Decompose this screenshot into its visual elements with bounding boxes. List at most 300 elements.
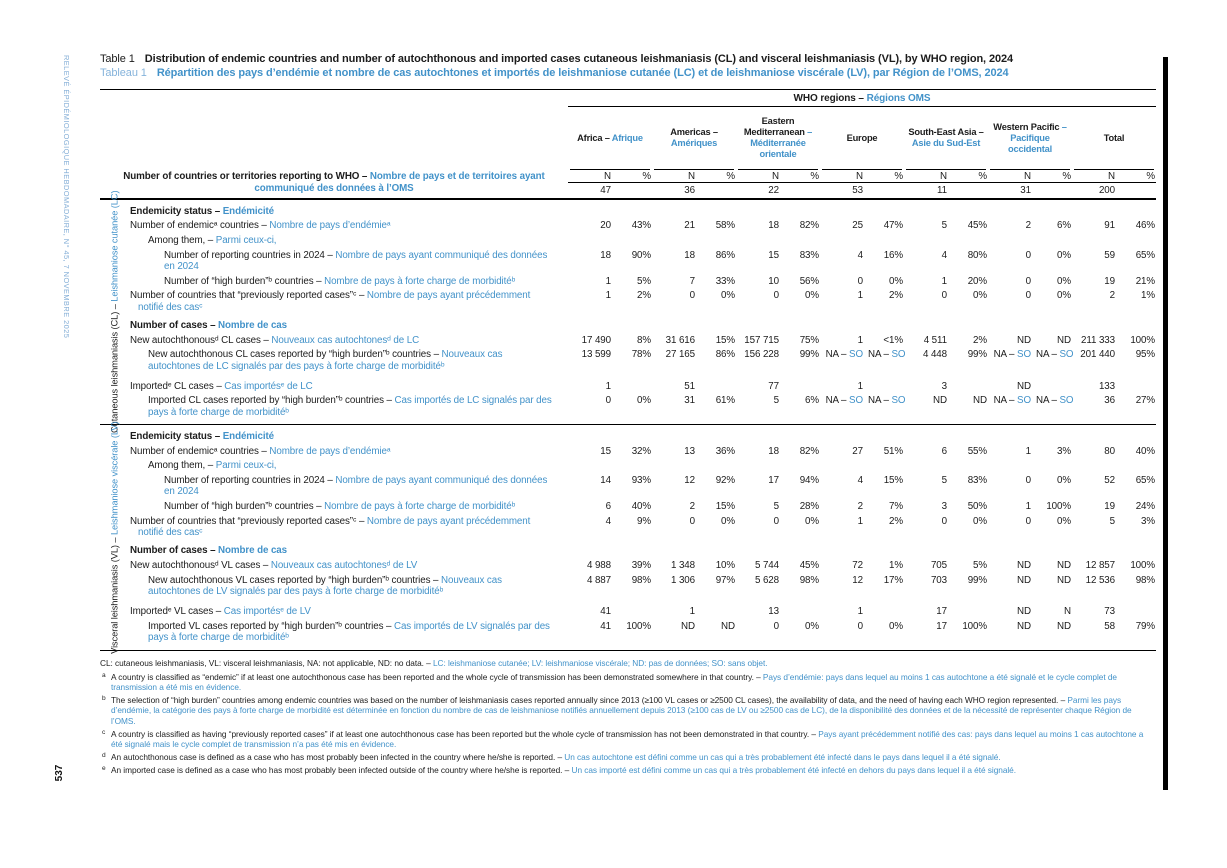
table-cell: 1: [857, 515, 863, 527]
row-label-en: Importedᵉ CL cases –: [130, 380, 225, 392]
table-row: [100, 379, 1156, 394]
table-cell: 1%: [1141, 290, 1155, 302]
table-cell: 52: [1104, 474, 1115, 486]
table-cell: 6%: [1057, 220, 1071, 232]
table-cell: 24%: [1135, 501, 1155, 513]
table-cell: 86%: [715, 349, 735, 361]
row-label-en: Number of cases –: [130, 320, 219, 332]
row-label-fr: Parmi ceux-ci,: [215, 460, 277, 472]
table-row: [100, 444, 1156, 459]
column-header-fr: – Pacifique occidental: [1008, 121, 1067, 154]
table-cell: 7%: [889, 501, 903, 513]
table-cell: 2: [1025, 220, 1031, 232]
table-cell: 94%: [799, 474, 819, 486]
table-cell: [820, 395, 868, 407]
subheader-percent: %: [952, 170, 988, 183]
table-cell: 82%: [799, 445, 819, 457]
table-cell: 39%: [631, 560, 651, 572]
row-label-en: Imported CL cases reported by “high burden”ᵇ countries –: [148, 395, 395, 407]
table-cell: 25: [852, 220, 863, 232]
table-cell: 4 887: [586, 574, 611, 586]
table-cell: 0: [941, 515, 947, 527]
table-cell: 13 599: [581, 349, 611, 361]
footnote-text-en: A country is classified as having “previously reported cases” if at least one autochthonous case has been reported but the whole cycle of transmission has not been demonstrated in that country. –: [111, 728, 819, 739]
table-cell: 8%: [637, 334, 651, 346]
row-label: [100, 545, 568, 557]
column-header-total: [1074, 107, 1154, 170]
row-label-en: New autochthonousᵈ CL cases –: [130, 334, 272, 346]
row-label-fr: Nombre de pays ayant communiqué des données en 2024: [164, 474, 548, 498]
table-row: [100, 459, 1156, 474]
table-cell: 51: [684, 380, 695, 392]
table-cell: 0%: [973, 290, 987, 302]
table-cell: 83%: [967, 474, 987, 486]
table-cell: 1: [857, 334, 863, 346]
row-label: [100, 575, 568, 598]
table-title-fr: [100, 66, 1156, 80]
table-cell: 31: [684, 395, 695, 407]
cell-value: NA –: [1036, 395, 1060, 407]
subheader-percent: %: [1036, 170, 1072, 183]
table-cell: 0: [773, 620, 779, 632]
table-cell: 0: [941, 290, 947, 302]
right-edge-bar: [1163, 57, 1168, 790]
table-cell: 18: [768, 445, 779, 457]
row-label-fr: Nombre de pays ayant précédemment notifié des casᶜ: [138, 515, 531, 539]
row-label-fr: Nombre de pays d’endémieᵃ: [269, 220, 391, 232]
section-visceral-leishmaniasis: [100, 421, 1156, 654]
cell-value: NA –: [825, 349, 850, 361]
column-header-en: Eastern Mediterranean: [743, 116, 808, 137]
footnote-marker: b: [102, 694, 106, 702]
table-cell: 1 348: [670, 560, 695, 572]
row-label-en: Among them, –: [148, 460, 216, 472]
vl-rows: [100, 426, 1156, 645]
table-cell: 17: [936, 605, 947, 617]
table-cell: ND: [1017, 560, 1031, 572]
table-row: [100, 604, 1156, 619]
table-row: [100, 289, 1156, 315]
column-header-text: [654, 127, 734, 149]
column-header-text: [906, 127, 986, 149]
subheader-n: N: [1072, 170, 1120, 183]
table-cell: 5%: [973, 560, 987, 572]
footnote-marker: e: [102, 764, 106, 772]
table-cell: ND: [681, 620, 695, 632]
row-label-fr: Nombre de pays d’endémieᵃ: [269, 445, 391, 457]
table-cell: 15: [768, 249, 779, 261]
table-cell: 0%: [889, 275, 903, 287]
table-cell: 4 448: [922, 349, 947, 361]
column-header-europe: [822, 107, 902, 170]
table-cell: 47%: [883, 220, 903, 232]
row-label: [100, 235, 568, 247]
table-cell: 65%: [1135, 249, 1155, 261]
row-label-fr: Nombre de pays à forte charge de morbiditéᵇ: [324, 501, 516, 513]
table-row: [100, 426, 1156, 444]
table-cell: 0: [689, 515, 695, 527]
table-cell: 99%: [967, 349, 987, 361]
table-cell: 7: [689, 275, 695, 287]
table-cell: 100%: [1046, 501, 1071, 513]
table-cell: 1: [605, 380, 611, 392]
table-cell: 2%: [889, 290, 903, 302]
row-label-en: Importedᵉ VL cases –: [130, 605, 224, 617]
table-row: [100, 500, 1156, 515]
column-header-en: Americas –: [670, 127, 718, 137]
table-cell: 2: [689, 501, 695, 513]
table-cell: 58%: [715, 220, 735, 232]
table-cell: 36: [1104, 395, 1115, 407]
row-label-en: Among them, –: [148, 234, 216, 246]
table-cell: 5: [773, 501, 779, 513]
table-cell: 77: [768, 380, 779, 392]
table-cell: 13: [768, 605, 779, 617]
table-number-label-fr: Tableau 1: [100, 67, 147, 79]
table-cell: 100%: [1130, 334, 1155, 346]
row-label: [100, 475, 568, 498]
cell-value: NA –: [868, 349, 892, 361]
table-cell: 17: [936, 620, 947, 632]
table-cell: 17: [768, 474, 779, 486]
table-cell: 0%: [1057, 275, 1071, 287]
table-cell: 12 536: [1085, 574, 1115, 586]
table-cell: 1: [941, 275, 947, 287]
table-cell: N: [1064, 605, 1071, 617]
subheader-n: N: [568, 170, 616, 183]
footnote-text: [111, 752, 1156, 762]
row-label-en: Number of reporting countries in 2024 –: [164, 474, 336, 486]
table-cell: 6: [605, 501, 611, 513]
table-cell: 18: [600, 249, 611, 261]
cell-value-fr: SO: [1017, 349, 1031, 361]
reporting-value-empty: [1036, 183, 1072, 198]
table-cell: 41: [600, 620, 611, 632]
table-cell: 40%: [1135, 445, 1155, 457]
cell-value-fr: SO: [1059, 349, 1074, 361]
table-cell: 51%: [883, 445, 903, 457]
table-cell: 41: [600, 605, 611, 617]
table-cell: [1036, 349, 1072, 361]
table-cell: 4: [605, 515, 611, 527]
footnote-text-fr: Parmi les pays d’endémie, la catégorie des pays à forte charge de morbidité est déterminée en fonction du nombre de cas de leishmaniose notifiés annuellement depuis 2013 (≥100 cas de LV ou ≥2500 cas de LC), de la disponibilité des données et de la nécessité de représenter chaque Région de l’OMS.: [111, 694, 1132, 726]
column-header-text: [738, 116, 818, 160]
row-label: [100, 606, 568, 618]
footnote-list: [100, 672, 1156, 776]
table-cell: <1%: [883, 334, 903, 346]
row-label: [100, 220, 568, 232]
table-cell: 1: [857, 380, 863, 392]
table-cell: 0: [605, 395, 611, 407]
reporting-value: 11: [937, 184, 947, 196]
table-cell: 20: [600, 220, 611, 232]
footnote-text-fr: Pays ayant précédemment notifié des cas: pays dans lequel au moins 1 cas autochtone a été signalé mais le cycle complet de transmission n’a pas été mis en évidence.: [111, 728, 1144, 750]
table-cell: 0%: [1057, 515, 1071, 527]
table-cell: 0%: [889, 620, 903, 632]
table-cell: 705: [930, 560, 947, 572]
side-label-cl-en: Cutaneous leishmaniasis (CL) –: [109, 301, 120, 433]
table-cell: 2%: [973, 334, 987, 346]
table-cell: [988, 395, 1036, 407]
table-title: [100, 52, 1156, 80]
table-cell: 4: [857, 249, 863, 261]
table-cell: 16%: [883, 249, 903, 261]
table-row: [100, 540, 1156, 558]
table-cell: 75%: [799, 334, 819, 346]
column-header-text: [577, 133, 643, 144]
table-cell: 97%: [715, 574, 735, 586]
row-label-fr: Nombre de pays à forte charge de morbiditéᵇ: [324, 275, 516, 287]
table-cell: ND: [1057, 620, 1071, 632]
reporting-value: 47: [600, 184, 611, 196]
table-cell: 0: [689, 290, 695, 302]
row-label: [100, 431, 568, 443]
page-number: 537: [53, 764, 65, 782]
table-cell: 2%: [889, 515, 903, 527]
table-cell: 100%: [626, 620, 651, 632]
table-cell: 0: [1025, 275, 1031, 287]
table-cell: 79%: [1135, 620, 1155, 632]
table-cell: 1: [1025, 501, 1031, 513]
side-label-cl-fr: Leishmaniose cutanée (LC): [109, 190, 120, 302]
reporting-value-empty: [952, 183, 988, 198]
table-cell: 0: [773, 515, 779, 527]
reporting-value-empty: [868, 183, 904, 198]
subheader-n: N: [736, 170, 784, 183]
table-cell: 4 988: [586, 560, 611, 572]
row-label-en: Endemicity status –: [130, 205, 223, 217]
table-cell: ND: [1057, 574, 1071, 586]
cl-rows: [100, 201, 1156, 420]
table-cell: 45%: [799, 560, 819, 572]
table-cell: 5 744: [754, 560, 779, 572]
table-cell: 1: [857, 605, 863, 617]
table-cell: 59: [1104, 249, 1115, 261]
table-cell: ND: [1017, 620, 1031, 632]
column-header-fr: Asie du Sud-Est: [911, 138, 981, 148]
table-cell: 3: [941, 380, 947, 392]
table-row: [100, 233, 1156, 248]
row-label-en: Number of endemicᵃ countries –: [130, 445, 270, 457]
cell-value-fr: SO: [891, 349, 906, 361]
footnote-text: [111, 672, 1156, 693]
table-cell: [820, 349, 868, 361]
row-label-fr: Nombre de cas: [218, 545, 287, 557]
column-header-text: [847, 133, 878, 144]
table-cell: 5 628: [754, 574, 779, 586]
table-cell: 99%: [799, 349, 819, 361]
table-cell: 100%: [962, 620, 987, 632]
table-cell: 40%: [631, 501, 651, 513]
who-regions-header: [568, 90, 1156, 107]
table-cell: 5: [941, 220, 947, 232]
column-header-americas: [654, 107, 734, 170]
table-cell: 50%: [967, 501, 987, 513]
table-cell: 0%: [1057, 290, 1071, 302]
table-cell: 19: [1104, 501, 1115, 513]
who-regions-header-fr: Régions OMS: [866, 93, 931, 104]
table-cell: ND: [721, 620, 735, 632]
row-label-fr: Endémicité: [222, 205, 275, 217]
table-cell: 19: [1104, 275, 1115, 287]
row-label-fr: Nouveaux cas autochtones de LC signalés par des pays à forte charge de morbiditéᵇ: [148, 349, 503, 372]
table-cell: 4: [857, 474, 863, 486]
row-label-en: Number of cases –: [130, 545, 219, 557]
table-cell: 27 165: [665, 349, 695, 361]
table-cell: 15%: [715, 334, 735, 346]
reporting-value: 36: [684, 184, 695, 196]
table-cell: 211 333: [1081, 334, 1115, 346]
subheader-n: N: [652, 170, 700, 183]
row-label-fr: Cas importésᵉ de LV: [223, 605, 311, 617]
table-cell: ND: [1017, 380, 1031, 392]
side-label-vl-fr: Leishmaniose viscérale (LV): [109, 421, 120, 535]
table-cell: 21%: [1135, 275, 1155, 287]
table-cell: 6%: [805, 395, 819, 407]
table-row: [100, 315, 1156, 333]
table-row: [100, 473, 1156, 499]
reporting-value: 200: [1098, 184, 1115, 196]
table-cell: 0%: [805, 290, 819, 302]
footnote-c: [100, 729, 1156, 750]
table-cell: 5: [941, 474, 947, 486]
reporting-value-empty: [1120, 183, 1156, 198]
row-label: [100, 206, 568, 218]
table-cell: 4: [941, 249, 947, 261]
cell-value: NA –: [993, 395, 1018, 407]
row-label: [100, 516, 568, 539]
table-cell: 1: [1025, 445, 1031, 457]
table-cell: 0: [857, 275, 863, 287]
row-label: [100, 446, 568, 458]
column-header-south-east-asia: [906, 107, 986, 170]
table-cell: 78%: [631, 349, 651, 361]
table-row: [100, 219, 1156, 234]
table-cell: 1%: [889, 560, 903, 572]
table-cell: 10%: [715, 560, 735, 572]
table-row: [100, 201, 1156, 219]
table-cell: 45%: [967, 220, 987, 232]
column-header-fr: Amériques: [670, 138, 718, 148]
column-header-text: [1104, 133, 1125, 144]
column-header-africa: [570, 107, 650, 170]
table-cell: 90%: [631, 249, 651, 261]
table-cell: 31 616: [665, 334, 695, 346]
cell-value-fr: SO: [1017, 395, 1031, 407]
table-row: [100, 514, 1156, 540]
table-cell: 14: [600, 474, 611, 486]
row-label-en: Number of reporting countries in 2024 –: [164, 249, 336, 261]
table-cell: 100%: [1130, 560, 1155, 572]
table-cell: 15: [600, 445, 611, 457]
row-label-fr: Nombre de pays ayant précédemment notifié des casᶜ: [138, 290, 531, 313]
table-cell: 43%: [631, 220, 651, 232]
table-cell: ND: [1017, 574, 1031, 586]
table-row: [100, 559, 1156, 574]
table-cell: 0: [773, 290, 779, 302]
table-cell: 27%: [1135, 395, 1155, 407]
reporting-value-empty: [784, 183, 820, 198]
footnote-text: [111, 695, 1156, 726]
cell-value-fr: SO: [891, 395, 906, 407]
table-cell: 2: [857, 501, 863, 513]
table-cell: 91: [1104, 220, 1115, 232]
table-cell: ND: [1057, 560, 1071, 572]
row-label: [100, 290, 568, 313]
column-header-fr: Afrique: [611, 132, 643, 143]
table-cell: ND: [1057, 334, 1071, 346]
footnote-b: [100, 695, 1156, 726]
row-label-fr: Parmi ceux-ci,: [215, 234, 277, 246]
footnote-text-fr: Un cas autochtone est défini comme un cas qui a très probablement été infecté dans le pays dans lequel il a été signalé.: [564, 752, 1001, 762]
table-cell: 20%: [967, 275, 987, 287]
table-cell: 55%: [967, 445, 987, 457]
column-header-en: Europe: [846, 132, 878, 143]
footnotes: [100, 658, 1156, 775]
table-cell: 12: [684, 474, 695, 486]
header-spacer: [100, 90, 568, 107]
table-cell: [868, 395, 904, 407]
row-label-fr: Nombre de pays ayant communiqué des données en 2024: [164, 249, 548, 273]
table-cell: 92%: [715, 474, 735, 486]
reporting-row-label-en: Number of countries or territories reporting to WHO –: [123, 171, 370, 182]
column-header-en: Total: [1103, 132, 1125, 143]
table-cell: 0: [1025, 474, 1031, 486]
column-header-en: Africa –: [577, 132, 612, 143]
row-label-fr: Nouveaux cas autochtonesᵈ de LC: [271, 334, 420, 346]
footnote-text-fr: Pays d’endémie: pays dans lequel au moins 1 cas autochtone a été signalé et le cycle complet de transmission a été mis en évidence.: [111, 671, 1117, 693]
table-cell: ND: [1017, 605, 1031, 617]
table-cell: 3%: [1057, 445, 1071, 457]
table-cell: 32%: [631, 445, 651, 457]
table-cell: 0%: [637, 395, 651, 407]
footnote-text-en: The selection of “high burden” countries among endemic countries was based on the number of leishmaniasis cases reported annually since 2013 (≥100 VL cases or ≥2500 CL cases), the availability of data, and the need of having each WHO region represented. –: [111, 694, 1068, 705]
row-label-en: New autochthonousᵈ VL cases –: [130, 560, 271, 572]
table-cell: 4 511: [923, 334, 947, 346]
table-row: [100, 248, 1156, 274]
table-cell: ND: [973, 395, 987, 407]
table-cell: 3%: [1141, 515, 1155, 527]
table-cell: 0: [1025, 290, 1031, 302]
reporting-row-label-fr: Nombre de pays et de territoires ayant communiqué des données à l’OMS: [254, 171, 545, 194]
table-row: [100, 394, 1156, 420]
table-cell: 2: [1109, 290, 1115, 302]
subheader-percent: %: [868, 170, 904, 183]
row-label: [100, 460, 568, 472]
row-label-en: Number of endemicᵃ countries –: [130, 220, 270, 232]
table-cell: 27: [852, 445, 863, 457]
table-cell: 9%: [637, 515, 651, 527]
column-header-text: [990, 122, 1070, 155]
table-title-text-en: Distribution of endemic countries and number of autochthonous and imported cases cutaneous leishmaniasis (CL) and visceral leishmaniasis (VL), by WHO region, 2024: [144, 53, 1014, 65]
table-cell: 15%: [715, 501, 735, 513]
row-label: [100, 276, 568, 288]
row-label: [100, 395, 568, 418]
table-cell: 21: [684, 220, 695, 232]
table-cell: 5: [1109, 515, 1115, 527]
footnote-e: [100, 765, 1156, 775]
table-cell: 65%: [1135, 474, 1155, 486]
footnote-text-en: An imported case is defined as a case who has most probably been infected outside of the country where he/she is reported. –: [111, 764, 572, 775]
subheader-percent: %: [784, 170, 820, 183]
row-label: [100, 349, 568, 372]
table-cell: 3: [941, 501, 947, 513]
header-spacer: [100, 107, 568, 170]
row-label-en: Endemicity status –: [130, 430, 223, 442]
who-regions-row: [100, 90, 1156, 107]
table-cell: 0%: [721, 515, 735, 527]
row-label-fr: Cas importésᵉ de LC: [224, 380, 313, 392]
